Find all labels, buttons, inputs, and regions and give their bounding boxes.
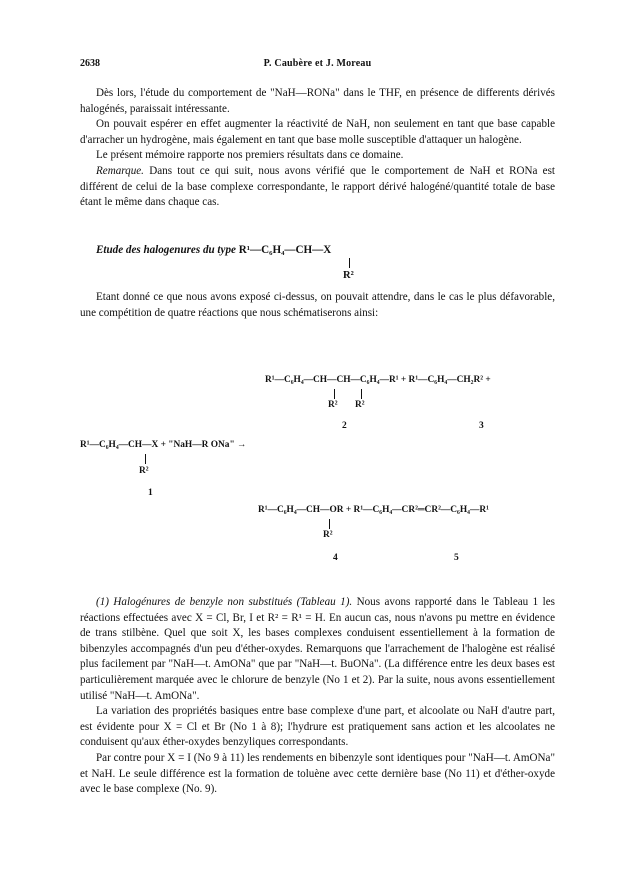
compound-label-2: 2 [342,421,347,431]
scheme-product-row-1: R¹—C₆H₄—CH—CH—C₆H₄—R¹ + R¹—C₆H₄—CH₂R² + [265,375,491,385]
results-paragraph-1 [80,595,555,704]
section-heading-formula: R¹—C₆H₄—CH—X [238,244,332,256]
scheme-substituent: R² [323,530,333,540]
scheme-product-row-2: R¹—C₆H₄—CH—OR + R¹—C₆H₄—CR²═CR²—C₆H₄—R¹ [258,505,489,515]
competition-paragraph [80,290,555,321]
compound-label-1: 1 [148,488,153,498]
running-authors: P. Caubère et J. Moreau [263,58,372,69]
compound-label-5: 5 [454,553,459,563]
compound-label-3: 3 [479,421,484,431]
running-header [80,58,555,72]
results-paragraph-2: La variation des propriétés basiques entre base complexe d'une part, et alcoolate ou NaH d'autre part, est évidente pour X = Cl et Br (No 1 à 8); l'hydrure est pratiquement sans action et les alcoolates ne conduisent qu'aux éther-oxydes benzyliques correspondants. [80,705,555,749]
bond-line [361,389,362,399]
scheme-reactant: R¹—C₆H₄—CH—X + "NaH—R ONa" → [80,440,247,450]
bond-line [349,258,350,268]
remark-paragraph [80,164,555,211]
section-formula-substituent: R² [343,270,354,281]
paragraph-1-label: (1) Halogénures de benzyle non substitués (Tableau 1). [96,596,353,608]
scheme-substituent: R² [139,466,149,476]
compound-label-4: 4 [333,553,338,563]
competition-text: Etant donné ce que nous avons exposé ci-dessus, on pouvait attendre, dans le cas le plus défavorable, une compétition de quatre réactions que nous schématiserons ainsi: [80,291,555,319]
paragraph-1-text: Nous avons rapporté dans le Tableau 1 les réactions effectuées avec X = Cl, Br, I et R² = R¹ = H. En aucun cas, nous n'avons pu mettre en évidence de trans stilbène. Quel que soit X, les bases complexes conduisent essentiellement à la formation de bibenzyles accompagnés d'un peu d'éther-oxydes. Remarquons que l'arrachement de l'halogène est réalisé plus facilement par "NaH—t. AmONa" que par "NaH—t. BuONa". (La différence entre les deux bases est particulièrement marquée avec le chlorure de benzyle (No 1 et 2). Par la suite, nous avons essentiellement utilisé "NaH—t. AmONa". [80,596,555,702]
intro-paragraph: Dès lors, l'étude du comportement de "NaH—RONa" dans le THF, en présence de differents dérivés halogénés, paraissait intéressante. [80,87,555,115]
page-number: 2638 [80,58,100,69]
scheme-substituent: R² [328,400,338,410]
bond-line [145,454,146,464]
intro-block [80,86,555,211]
intro-paragraph: On pouvait espérer en effet augmenter la réactivité de NaH, non seulement en tant que base capable d'arracher un hydrogène, mais également en tant que base molle susceptible d'attaquer un halogène. [80,118,555,146]
remark-text: Dans tout ce qui suit, nous avons vérifié que le comportement de NaH et RONa est différent de celui de la base complexe correspondante, le rapport dérivé halogéné/quantité totale de base étant le même dans chaque cas. [80,164,555,209]
intro-paragraph: Le présent mémoire rapporte nos premiers résultats dans ce domaine. [96,149,404,162]
bond-line [329,519,330,529]
results-paragraph-3: Par contre pour X = I (No 9 à 11) les rendements en bibenzyle sont identiques pour "NaH—t. AmONa" et NaH. Le seule différence est la formation de toluène avec cette dernière base (No 11) et d'éther-oxyde avec le base complexe (No. 9). [80,751,555,796]
remark-label: Remarque. [96,164,144,177]
section-heading-text: Etude des halogenures du type [96,244,236,256]
section-heading [96,244,331,256]
results-block [80,595,555,798]
scheme-substituent: R² [355,400,365,410]
bond-line [334,389,335,399]
